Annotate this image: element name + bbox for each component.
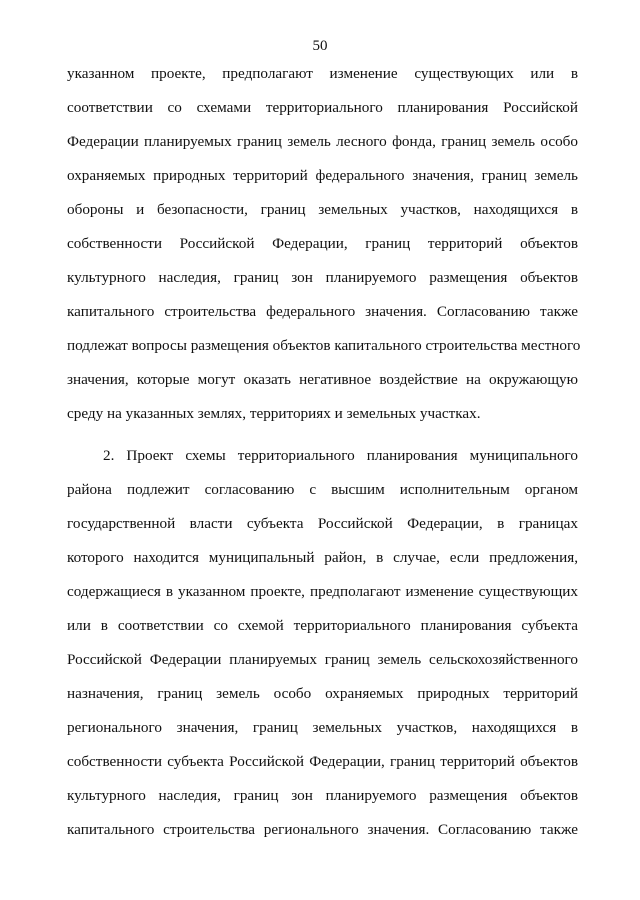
text-line: собственности субъекта Российской Федерации, границ территорий объектов bbox=[67, 753, 578, 770]
text-line: капитального строительства федерального значения. Согласованию также bbox=[67, 303, 578, 320]
text-line: культурного наследия, границ зон планируемого размещения объектов bbox=[67, 269, 578, 286]
page-number: 50 bbox=[312, 38, 328, 54]
text-line: или в соответствии со схемой территориального планирования субъекта bbox=[67, 617, 578, 634]
text-line: Федерации планируемых границ земель лесного фонда, границ земель особо bbox=[67, 133, 578, 150]
text-line: 2. Проект схемы территориального планирования муниципального bbox=[103, 447, 578, 464]
text-line: капитального строительства регионального значения. Согласованию также bbox=[67, 821, 578, 838]
text-line: обороны и безопасности, границ земельных участков, находящихся в bbox=[67, 201, 578, 218]
text-line: регионального значения, границ земельных участков, находящихся в bbox=[67, 719, 578, 736]
text-line: охраняемых природных территорий федерального значения, границ земель bbox=[67, 167, 578, 184]
text-line: подлежат вопросы размещения объектов капитального строительства местного bbox=[67, 337, 581, 354]
text-line: Российской Федерации планируемых границ земель сельскохозяйственного bbox=[67, 651, 578, 668]
text-line: указанном проекте, предполагают изменение существующих или в bbox=[67, 65, 578, 82]
text-line: культурного наследия, границ зон планируемого размещения объектов bbox=[67, 787, 578, 804]
text-line: назначения, границ земель особо охраняемых природных территорий bbox=[67, 685, 578, 702]
text-line: которого находится муниципальный район, в случае, если предложения, bbox=[67, 549, 578, 566]
text-line: государственной власти субъекта Российской Федерации, в границах bbox=[67, 515, 578, 532]
text-line: соответствии со схемами территориального планирования Российской bbox=[67, 99, 578, 116]
text-line: значения, которые могут оказать негативное воздействие на окружающую bbox=[67, 371, 578, 388]
paragraph-section-2 bbox=[67, 439, 578, 847]
text-line: района подлежит согласованию с высшим исполнительным органом bbox=[67, 481, 578, 498]
text-line: содержащиеся в указанном проекте, предполагают изменение существующих bbox=[67, 583, 578, 600]
text-line: собственности Российской Федерации, границ территорий объектов bbox=[67, 235, 578, 252]
text-line: среду на указанных землях, территориях и земельных участках. bbox=[67, 405, 481, 422]
paragraph-continuation bbox=[67, 57, 581, 431]
